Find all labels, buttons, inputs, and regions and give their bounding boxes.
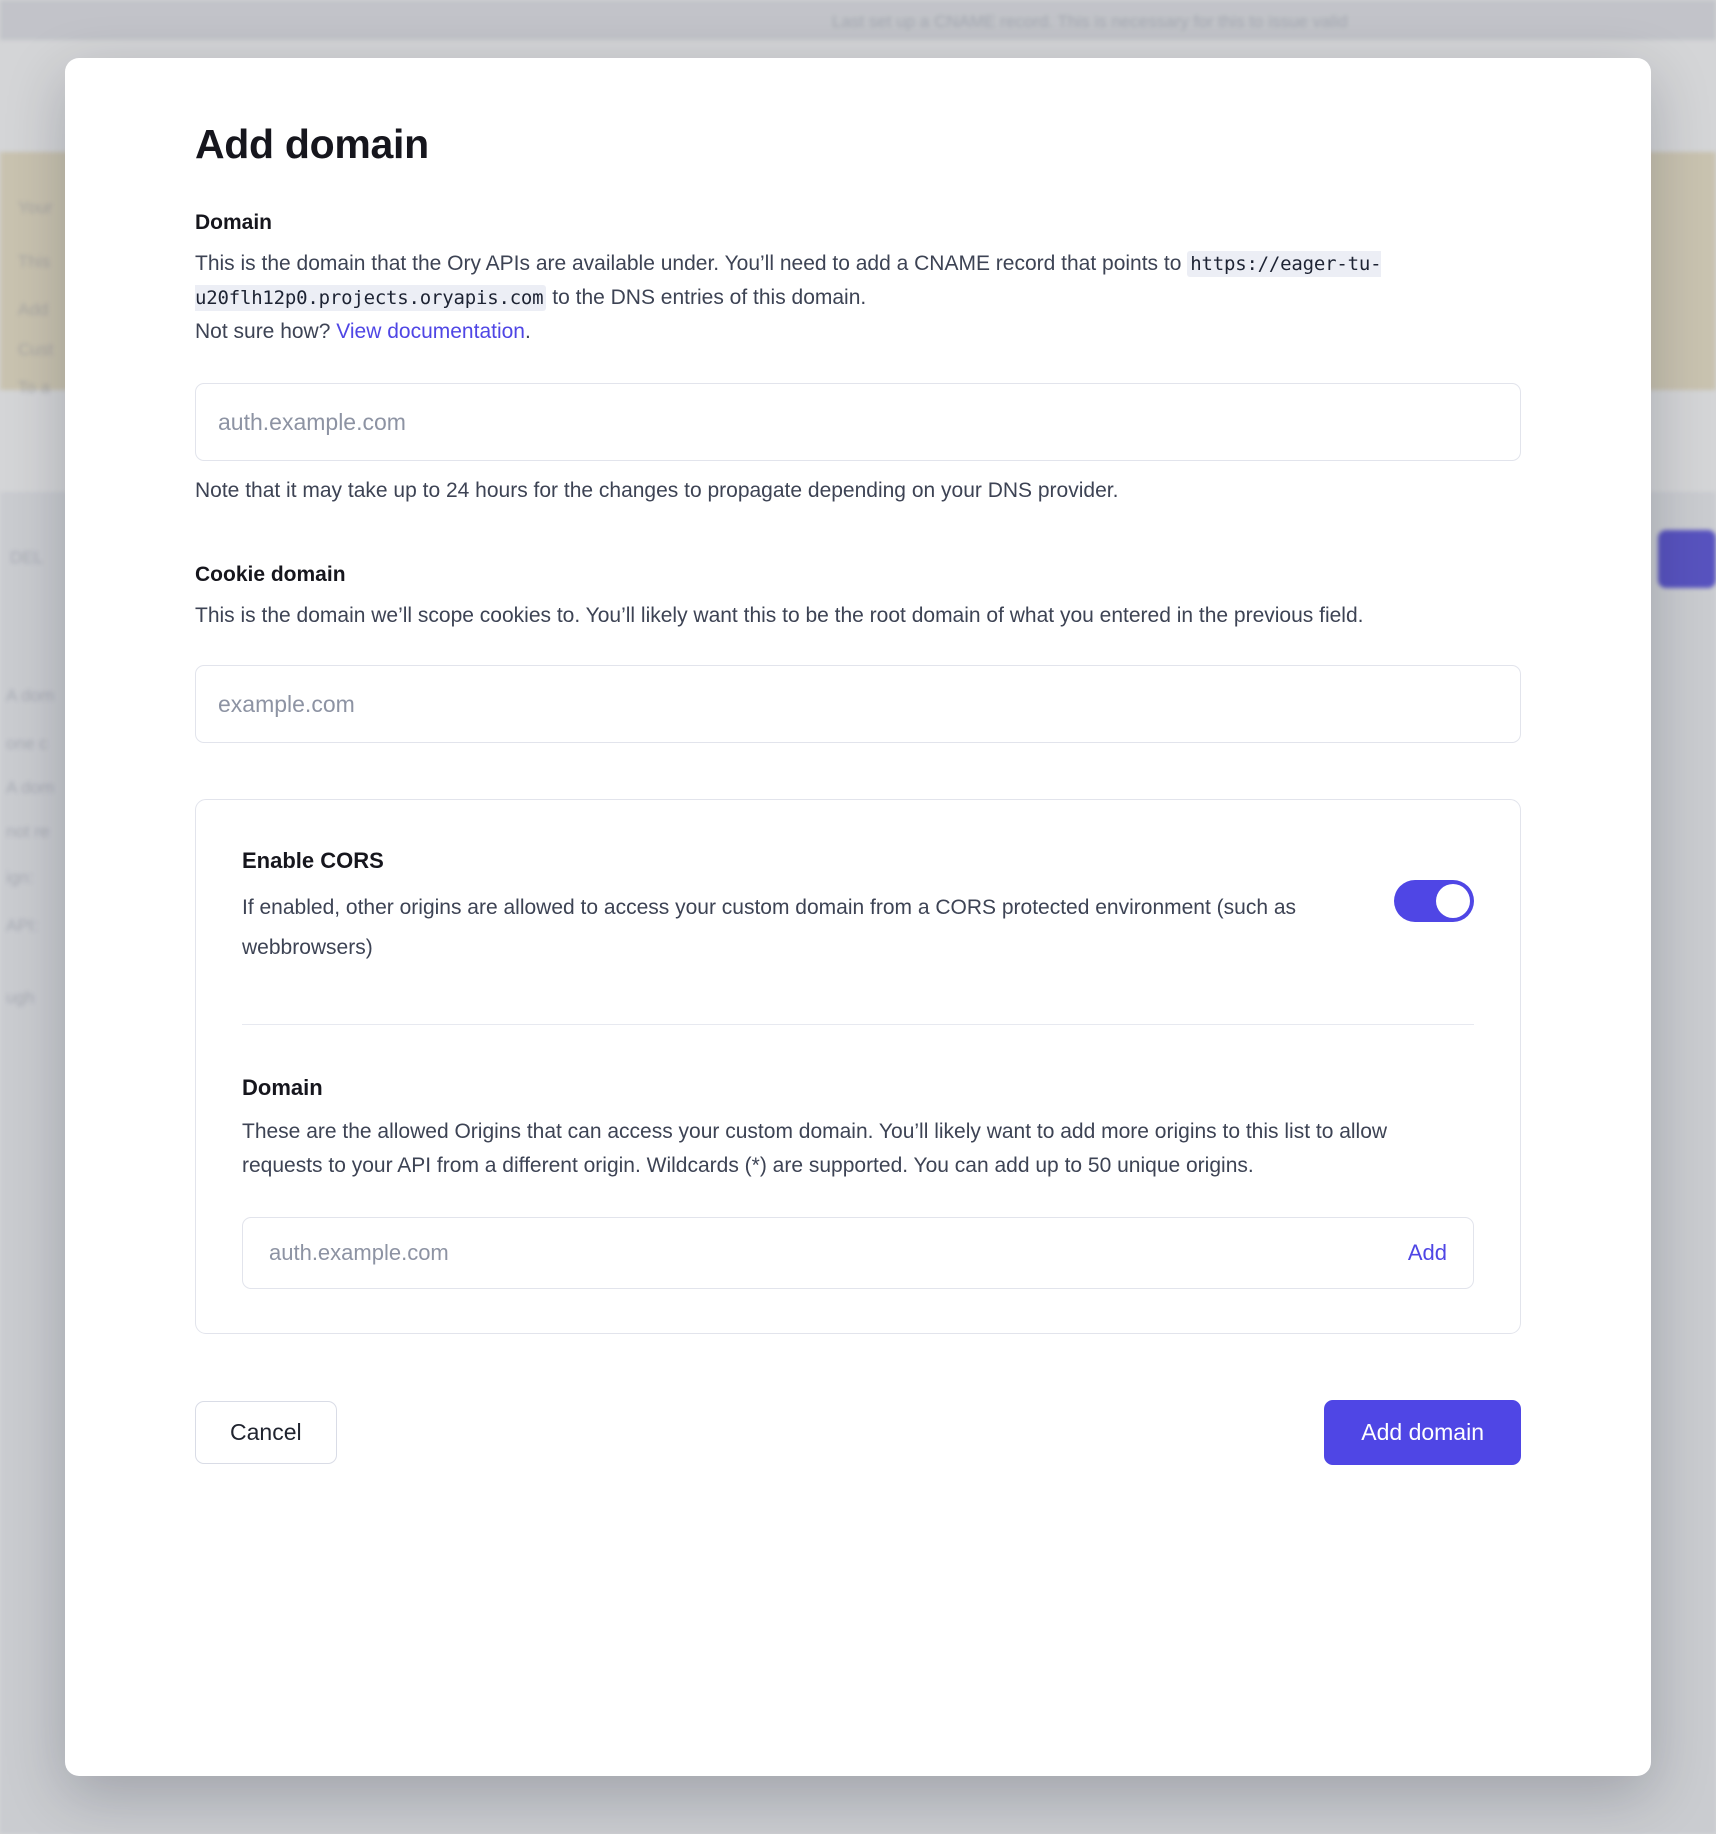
cors-panel xyxy=(195,799,1521,1334)
domain-description-before: This is the domain that the Ory APIs are available under. You’ll need to add a CNAME record that points to xyxy=(195,252,1188,276)
domain-description-after: to the DNS entries of this domain. xyxy=(546,286,867,310)
background-text-snippet: To a xyxy=(18,378,51,397)
add-domain-button[interactable]: Add domain xyxy=(1324,1400,1521,1465)
background-text-snippet: DEL xyxy=(10,548,44,567)
not-sure-text: Not sure how? xyxy=(195,320,337,344)
toggle-knob-icon xyxy=(1436,884,1470,918)
domain-input[interactable] xyxy=(195,383,1521,461)
dialog-footer xyxy=(195,1400,1521,1465)
background-text-snippet: ign: xyxy=(6,868,34,887)
add-domain-dialog xyxy=(65,58,1651,1776)
background-text-snippet: Your xyxy=(18,198,53,217)
cname-target-code: https://eager-tu-u20flh12p0.projects.oryapis.com xyxy=(195,253,1382,310)
background-text-snippet: Cust xyxy=(18,340,53,359)
background-text-snippet: A dom xyxy=(6,686,55,705)
enable-cors-description: If enabled, other origins are allowed to access your custom domain from a CORS protected environment (such as webbrowsers) xyxy=(242,896,1297,960)
cookie-domain-section xyxy=(195,563,1521,743)
dialog-title: Add domain xyxy=(195,121,429,167)
domain-propagation-note: Note that it may take up to 24 hours for the changes to propagate depending on your DNS provider. xyxy=(195,479,1119,503)
background-text-snippet: one c xyxy=(6,734,48,753)
cors-origins-section xyxy=(242,1075,1474,1289)
background-text-snippet: ugh xyxy=(6,988,35,1007)
cookie-domain-label: Cookie domain xyxy=(195,563,346,587)
cancel-button[interactable]: Cancel xyxy=(195,1401,337,1464)
cors-origins-description: These are the allowed Origins that can access your custom domain. You’ll likely want to add more origins to this list to allow requests to your API from a different origin. Wildcards (*) are supported. You can add up to 50 unique origins. xyxy=(242,1120,1388,1178)
background-text-top: Last set up a CNAME record. This is necessary for this to issue valid xyxy=(832,12,1348,31)
background-text-snippet: API: xyxy=(6,916,39,935)
enable-cors-title: Enable CORS xyxy=(242,848,384,874)
view-documentation-link[interactable]: View documentation xyxy=(336,320,525,344)
background-text-snippet: This xyxy=(18,252,51,271)
domain-label: Domain xyxy=(195,211,273,235)
doc-link-suffix: . xyxy=(524,320,531,344)
cookie-domain-description: This is the domain we’ll scope cookies to. You’ll likely want this to be the root domain of what you entered in the previous field. xyxy=(195,604,1364,628)
cors-origins-label: Domain xyxy=(242,1075,323,1101)
cors-origin-input[interactable] xyxy=(267,1239,1408,1267)
add-origin-button[interactable]: Add xyxy=(1407,1240,1447,1266)
background-text-snippet: Add xyxy=(18,300,49,319)
domain-section xyxy=(195,211,1521,503)
enable-cors-toggle[interactable] xyxy=(1394,880,1474,922)
cors-origin-input-group xyxy=(242,1217,1474,1289)
background-text-snippet: A dom xyxy=(6,778,55,797)
domain-description xyxy=(195,247,1521,349)
cors-divider xyxy=(242,1024,1474,1025)
background-text-snippet: not re xyxy=(6,822,50,841)
cookie-domain-input[interactable] xyxy=(195,665,1521,743)
